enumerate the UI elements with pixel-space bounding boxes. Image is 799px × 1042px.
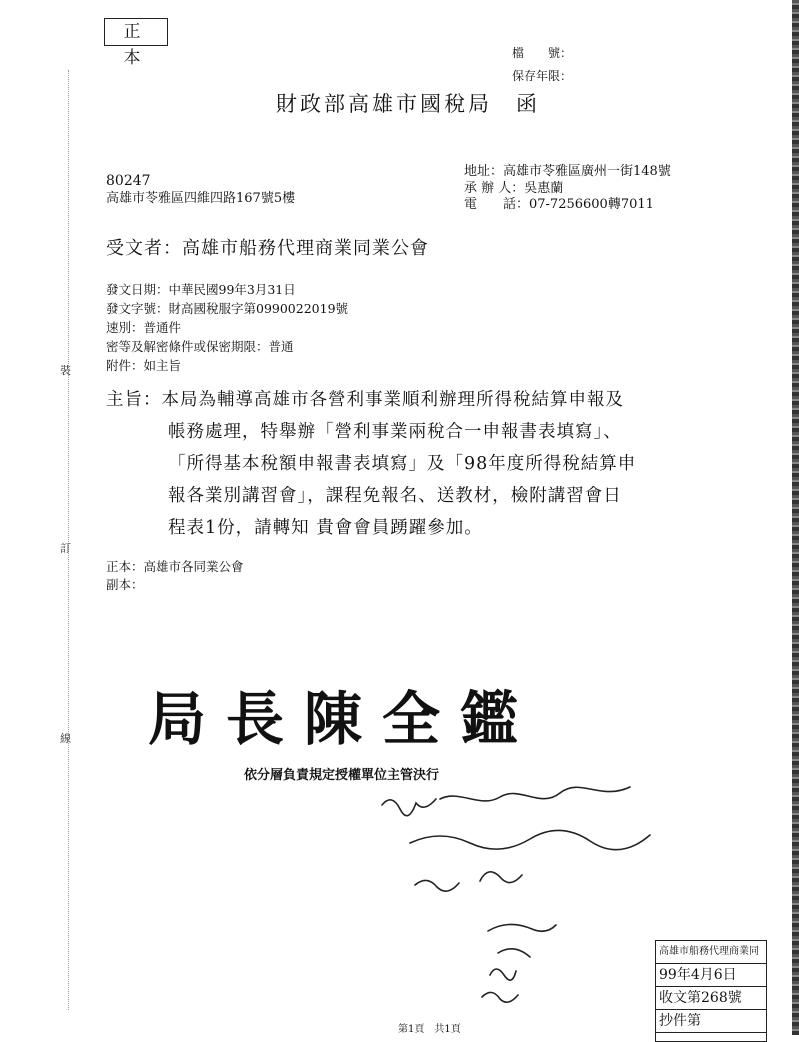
distribution-copy: 副本： [106,577,144,592]
subject-line: 報各業別講習會」，課程免報名、送教材，檢附講習會日 [168,486,622,506]
receipt-stamp-copy: 抄件第 [656,1010,766,1033]
document-title: 財政部高雄市國稅局 函 [276,92,540,116]
document-number: 發文字號：財高國稅服字第0990022019號 [106,301,349,316]
distribution-original: 正本：高雄市各同業公會 [106,559,244,574]
margin-mark-bind: 裝 [60,364,71,377]
issue-date: 發文日期：中華民國99年3月31日 [106,282,296,297]
postal-code: 80247 [106,173,151,189]
handwritten-annotation [370,785,690,1025]
recipient-address: 高雄市苓雅區四維四路167號5樓 [106,191,296,206]
scan-edge [792,0,799,1035]
subject-line: 「所得基本稅額申報書表填寫」及「98年度所得稅結算申 [168,454,637,474]
addressee: 受文者：高雄市船務代理商業同業公會 [106,238,429,259]
subject-line: 程表1份，請轉知 貴會會員踴躍參加。 [168,518,483,538]
receipt-stamp [655,940,767,1042]
sender-address: 地址：高雄市苓雅區廣州一街148號 [464,164,671,179]
attachment: 附件：如主旨 [106,358,182,373]
sender-phone: 電 話：07-7256600轉7011 [464,197,654,212]
authorization-note: 依分層負責規定授權單位主管決行 [244,768,440,783]
subject-line: 帳務處理，特舉辦「營利事業兩稅合一申報書表填寫」、 [168,422,622,442]
copy-type-stamp: 正 本 [104,18,168,46]
page-footer: 第1頁 共1頁 [398,1024,461,1035]
receipt-stamp-org: 高雄市船務代理商業同 [656,941,766,964]
margin-mark-line: 線 [60,732,71,745]
retention-label: 保存年限： [512,69,573,83]
delivery-speed: 速別：普通件 [106,320,182,335]
receipt-stamp-number: 收文第268號 [656,987,766,1010]
margin-mark-staple: 訂 [60,542,71,555]
receipt-stamp-date: 99年4月6日 [656,964,766,987]
file-number-label: 檔 號： [512,46,573,60]
subject-line: 主旨：本局為輔導高雄市各營利事業順利辦理所得稅結算申報及 [106,390,624,410]
director-signature: 局長陳全鑑 [148,685,539,753]
sender-handler: 承 辦 人：吳惠蘭 [464,181,564,196]
secrecy-level: 密等及解密條件或保密期限：普通 [106,339,294,354]
